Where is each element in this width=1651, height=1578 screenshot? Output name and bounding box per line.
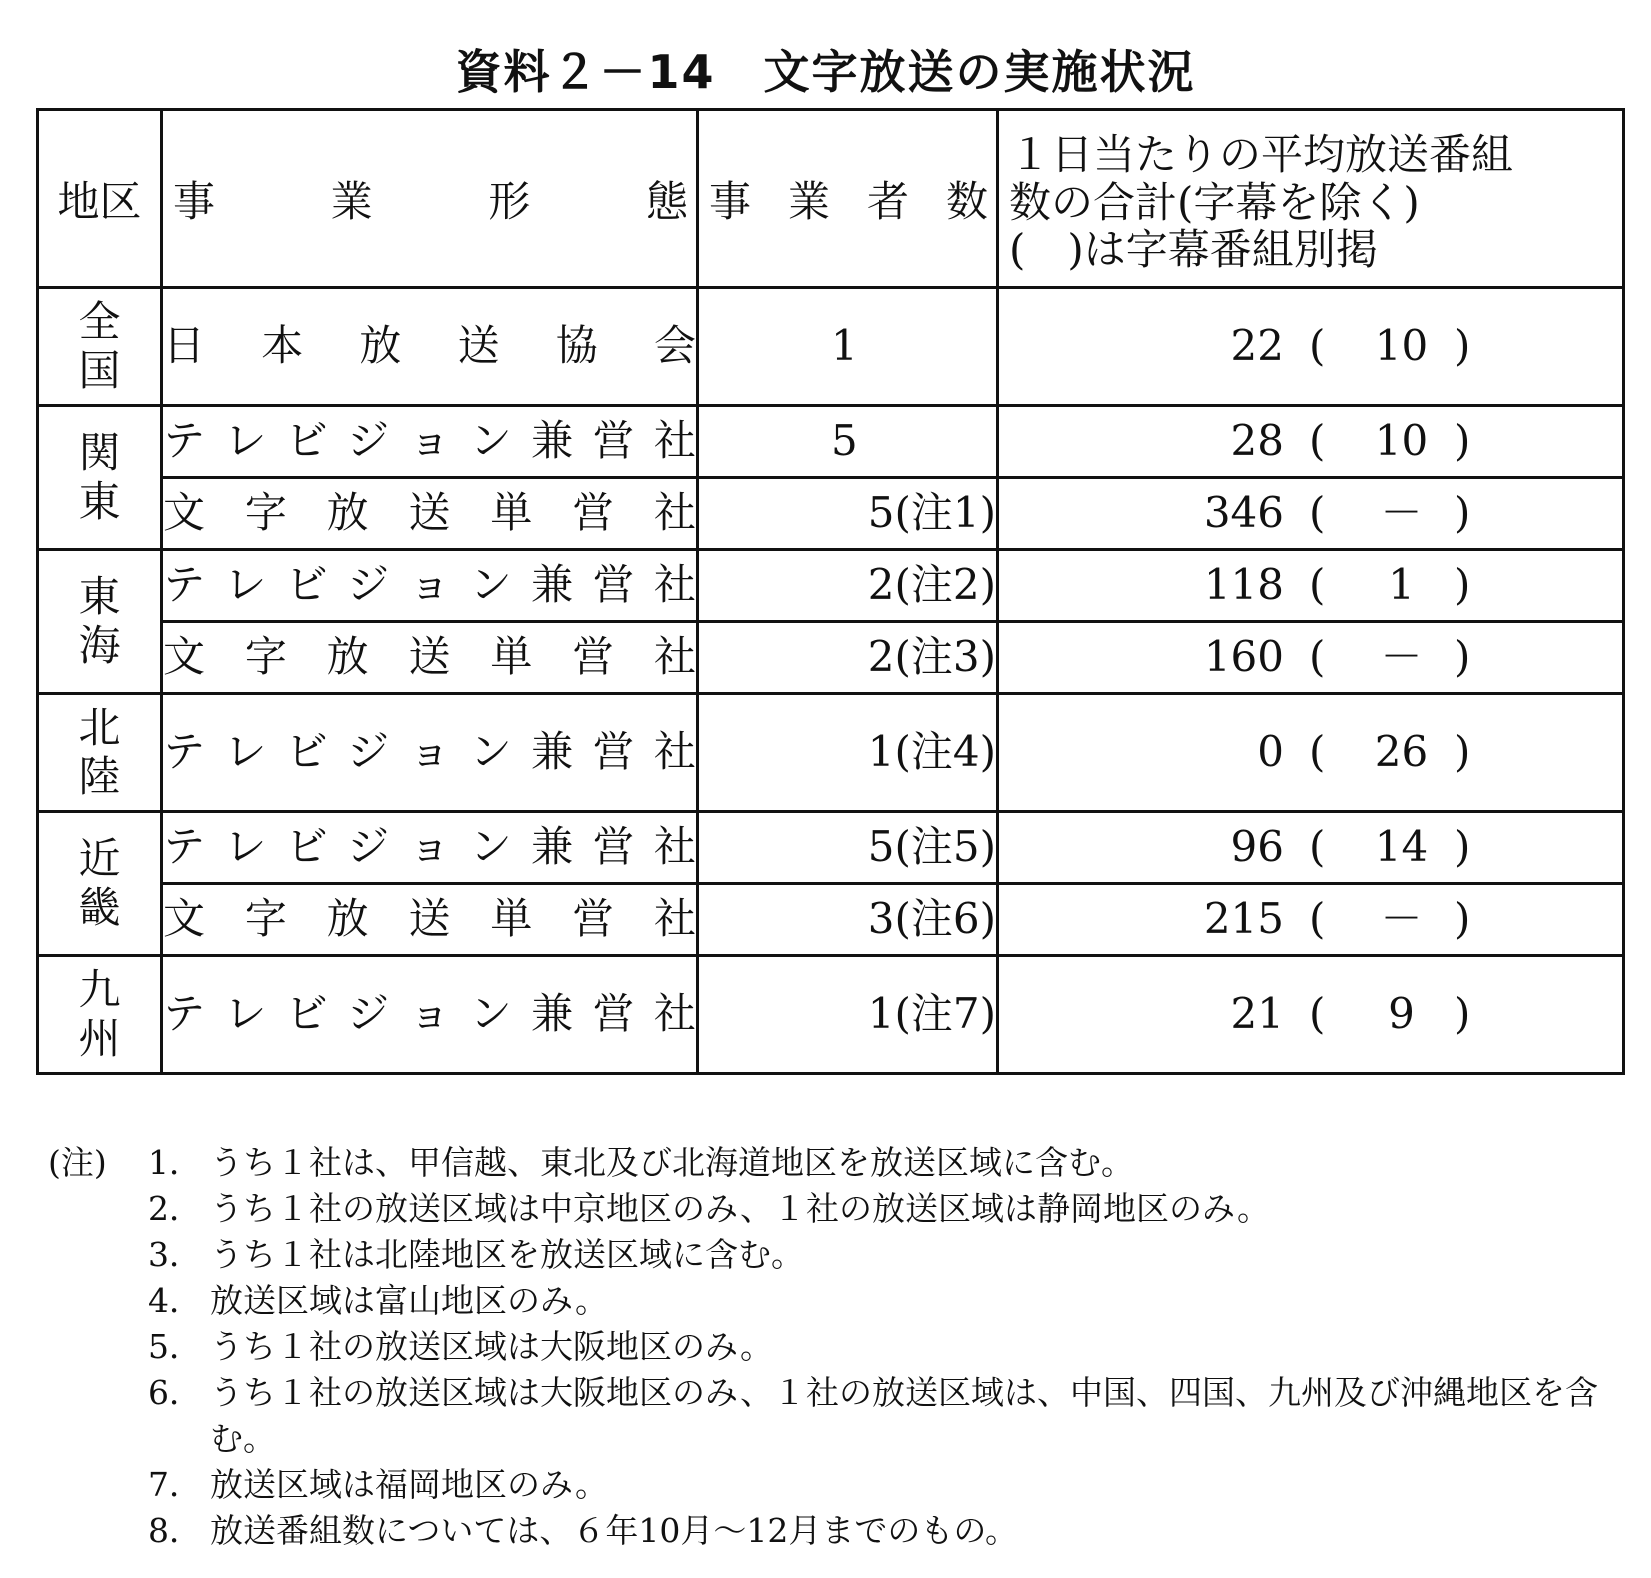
page-title: 資料２－14 文字放送の実施状況 (455, 45, 1196, 99)
business-type-char: 営 (592, 989, 635, 1039)
note-number: 6． (148, 1373, 202, 1412)
business-type-char: 営 (572, 632, 615, 682)
programs-cell (998, 884, 1624, 956)
business-type-char: 単 (490, 632, 533, 682)
note-item (148, 1324, 1608, 1370)
paren-close: ) (1454, 988, 1471, 1038)
business-type-char: 社 (653, 560, 696, 610)
business-type-char: ビ (285, 416, 328, 466)
region-cell (38, 812, 162, 956)
paren-open: ( (1309, 487, 1326, 537)
business-type-char: ン (469, 560, 512, 610)
business-type-char: 単 (490, 894, 533, 944)
programs-cell (998, 478, 1624, 550)
region-char: 陸 (78, 751, 121, 801)
header-programs-line: 数の合計(字幕を除く) (1009, 177, 1420, 227)
region-char: 州 (78, 1013, 121, 1063)
operator-count-cell: 2(注2) (698, 550, 998, 622)
business-type-char: ョ (408, 560, 451, 610)
region-char: 畿 (78, 882, 121, 932)
business-type-char: 兼 (531, 560, 574, 610)
paren-close: ) (1454, 726, 1471, 776)
business-type-char: 日 (163, 321, 206, 371)
note-number: 8． (148, 1511, 202, 1550)
table-row (38, 884, 1624, 956)
header-programs (998, 110, 1624, 288)
note-text: うち１社は、甲信越、東北及び北海道地区を放送区域に含む。 (210, 1143, 1134, 1182)
business-type-cell (162, 694, 698, 812)
caption-count: 14 (1374, 821, 1429, 871)
paren-close: ) (1454, 320, 1471, 370)
business-type-char: 社 (653, 894, 696, 944)
program-count: 215 (1203, 893, 1284, 943)
operator-count-cell: 2(注3) (698, 622, 998, 694)
header-char: 数 (945, 177, 988, 227)
paren-close: ) (1454, 631, 1471, 681)
table-row (38, 622, 1624, 694)
note-text: うち１社の放送区域は大阪地区のみ、１社の放送区域は、中国、四国、九州及び沖縄地区を含む。 (210, 1373, 1598, 1458)
note-item (148, 1462, 1608, 1508)
business-type-char: レ (224, 560, 267, 610)
region-char: 東 (78, 476, 121, 526)
region-cell (38, 406, 162, 550)
business-type-char: 送 (408, 894, 451, 944)
operator-count-cell: 5(注1) (698, 478, 998, 550)
region-char: 北 (78, 703, 121, 753)
caption-count: 1 (1388, 559, 1415, 609)
notes-label: (注) (48, 1143, 107, 1182)
region-char: 近 (78, 834, 121, 884)
business-type-char: 放 (326, 488, 369, 538)
business-type-cell (162, 550, 698, 622)
business-type-char: 社 (653, 416, 696, 466)
program-count: 346 (1203, 487, 1284, 537)
header-operator-count (698, 110, 998, 288)
note-item (148, 1370, 1608, 1462)
paren-open: ( (1309, 631, 1326, 681)
business-type-char: 文 (163, 894, 206, 944)
header-char: 形 (488, 177, 531, 227)
business-type-char: 会 (653, 321, 696, 371)
business-type-char: レ (224, 822, 267, 872)
note-number: 1． (148, 1143, 202, 1182)
region-cell (38, 288, 162, 406)
paren-open: ( (1309, 559, 1326, 609)
business-type-char: ビ (285, 560, 328, 610)
program-count: 21 (1230, 988, 1284, 1038)
paren-open: ( (1309, 821, 1326, 871)
region-char: 関 (78, 428, 121, 478)
header-region: 地区 (38, 110, 162, 288)
paren-close: ) (1454, 893, 1471, 943)
note-number: 5． (148, 1327, 202, 1366)
business-type-char: ョ (408, 989, 451, 1039)
business-type-char: 社 (653, 822, 696, 872)
note-item (148, 1232, 1608, 1278)
programs-cell (998, 288, 1624, 406)
business-type-char: レ (224, 416, 267, 466)
paren-open: ( (1309, 320, 1326, 370)
business-type-char: ン (469, 822, 512, 872)
note-number: 4． (148, 1281, 202, 1320)
business-type-char: 字 (244, 894, 287, 944)
business-type-char: ジ (347, 989, 390, 1039)
paren-close: ) (1454, 487, 1471, 537)
header-char: 者 (866, 177, 909, 227)
note-item (148, 1186, 1608, 1232)
notes-list (148, 1140, 1608, 1554)
table-row (38, 812, 1624, 884)
business-type-char: ビ (285, 727, 328, 777)
paren-close: ) (1454, 415, 1471, 465)
business-type-char: 本 (261, 321, 304, 371)
business-type-char: 単 (490, 488, 533, 538)
operator-count-cell: 5 (698, 406, 998, 478)
business-type-char: ョ (408, 416, 451, 466)
region-char: 全 (78, 297, 121, 347)
business-type-char: 送 (457, 321, 500, 371)
note-text: うち１社の放送区域は大阪地区のみ。 (210, 1327, 773, 1366)
note-text: 放送番組数については、６年10月～12月までのもの。 (210, 1511, 1019, 1550)
program-count: 28 (1230, 415, 1284, 465)
note-text: うち１社の放送区域は中京地区のみ、１社の放送区域は静岡地区のみ。 (210, 1189, 1270, 1228)
operator-count-cell: 3(注6) (698, 884, 998, 956)
region-cell (38, 550, 162, 694)
business-type-cell (162, 478, 698, 550)
table-row (38, 478, 1624, 550)
business-type-char: 放 (359, 321, 402, 371)
business-type-char: 営 (592, 560, 635, 610)
table-header-row (38, 110, 1624, 288)
business-type-char: 営 (572, 894, 615, 944)
caption-count: 10 (1374, 320, 1429, 370)
business-type-char: ビ (285, 822, 328, 872)
region-cell (38, 956, 162, 1074)
header-char: 態 (645, 177, 688, 227)
caption-count: 26 (1374, 726, 1429, 776)
header-char: 事 (709, 177, 752, 227)
business-type-char: 送 (408, 632, 451, 682)
business-type-char: 兼 (531, 416, 574, 466)
note-text: 放送区域は富山地区のみ。 (210, 1281, 608, 1320)
paren-close: ) (1454, 821, 1471, 871)
business-type-char: 送 (408, 488, 451, 538)
business-type-char: ジ (347, 560, 390, 610)
business-type-char: テ (163, 560, 206, 610)
program-count: 118 (1203, 559, 1284, 609)
note-item (148, 1140, 1608, 1186)
business-type-char: 放 (326, 894, 369, 944)
business-type-char: ジ (347, 822, 390, 872)
table-row (38, 956, 1624, 1074)
paren-open: ( (1309, 726, 1326, 776)
business-type-char: 字 (244, 488, 287, 538)
header-programs-line: １日当たりの平均放送番組 (1009, 130, 1514, 180)
business-type-char: ョ (408, 727, 451, 777)
business-type-char: 文 (163, 488, 206, 538)
table-row (38, 694, 1624, 812)
table-row (38, 406, 1624, 478)
business-type-char: 社 (653, 989, 696, 1039)
note-item (148, 1278, 1608, 1324)
business-type-char: ン (469, 727, 512, 777)
business-type-char: テ (163, 989, 206, 1039)
business-type-char: テ (163, 727, 206, 777)
note-number: 7． (148, 1465, 202, 1504)
programs-cell (998, 812, 1624, 884)
table-row (38, 288, 1624, 406)
business-type-char: 放 (326, 632, 369, 682)
note-number: 2． (148, 1189, 202, 1228)
business-type-char: ビ (285, 989, 328, 1039)
broadcast-table (36, 108, 1625, 1075)
paren-open: ( (1309, 893, 1326, 943)
note-text: うち１社は北陸地区を放送区域に含む。 (210, 1235, 804, 1274)
business-type-char: ン (469, 989, 512, 1039)
header-char: 業 (330, 177, 373, 227)
header-programs-line: ( )は字幕番組別掲 (1009, 225, 1378, 275)
programs-cell (998, 550, 1624, 622)
business-type-char: 社 (653, 632, 696, 682)
note-text: 放送区域は福岡地区のみ。 (210, 1465, 608, 1504)
paren-close: ) (1454, 559, 1471, 609)
operator-count-cell: 1(注4) (698, 694, 998, 812)
business-type-char: テ (163, 416, 206, 466)
business-type-char: 社 (653, 727, 696, 777)
business-type-char: ジ (347, 727, 390, 777)
header-char: 業 (787, 177, 830, 227)
business-type-char: ョ (408, 822, 451, 872)
caption-count: － (1380, 487, 1423, 537)
business-type-char: 兼 (531, 822, 574, 872)
region-char: 国 (78, 345, 121, 395)
business-type-char: 協 (555, 321, 598, 371)
programs-cell (998, 622, 1624, 694)
paren-open: ( (1309, 415, 1326, 465)
header-char: 事 (173, 177, 216, 227)
business-type-char: 文 (163, 632, 206, 682)
programs-cell (998, 406, 1624, 478)
note-item (148, 1508, 1608, 1554)
caption-count: － (1380, 893, 1423, 943)
business-type-cell (162, 956, 698, 1074)
operator-count-cell: 5(注5) (698, 812, 998, 884)
business-type-char: 社 (653, 488, 696, 538)
business-type-cell (162, 884, 698, 956)
business-type-char: ジ (347, 416, 390, 466)
note-number: 3． (148, 1235, 202, 1274)
business-type-char: 兼 (531, 989, 574, 1039)
business-type-char: 字 (244, 632, 287, 682)
business-type-cell (162, 622, 698, 694)
region-char: 海 (78, 620, 121, 670)
program-count: 0 (1257, 726, 1284, 776)
operator-count-cell: 1(注7) (698, 956, 998, 1074)
caption-count: － (1380, 631, 1423, 681)
paren-open: ( (1309, 988, 1326, 1038)
business-type-char: レ (224, 989, 267, 1039)
region-char: 東 (78, 572, 121, 622)
business-type-char: 兼 (531, 727, 574, 777)
caption-count: 10 (1374, 415, 1429, 465)
notes-section (48, 1140, 1608, 1554)
business-type-char: 営 (572, 488, 615, 538)
caption-count: 9 (1388, 988, 1415, 1038)
business-type-char: 営 (592, 416, 635, 466)
business-type-char: テ (163, 822, 206, 872)
business-type-char: レ (224, 727, 267, 777)
region-char: 九 (78, 965, 121, 1015)
business-type-char: 営 (592, 727, 635, 777)
operator-count-cell: 1 (698, 288, 998, 406)
programs-cell (998, 694, 1624, 812)
program-count: 96 (1230, 821, 1284, 871)
header-business-type (162, 110, 698, 288)
business-type-char: 営 (592, 822, 635, 872)
business-type-cell (162, 288, 698, 406)
program-count: 160 (1203, 631, 1284, 681)
program-count: 22 (1230, 320, 1284, 370)
business-type-char: ン (469, 416, 512, 466)
programs-cell (998, 956, 1624, 1074)
table-row (38, 550, 1624, 622)
region-cell (38, 694, 162, 812)
business-type-cell (162, 812, 698, 884)
business-type-cell (162, 406, 698, 478)
